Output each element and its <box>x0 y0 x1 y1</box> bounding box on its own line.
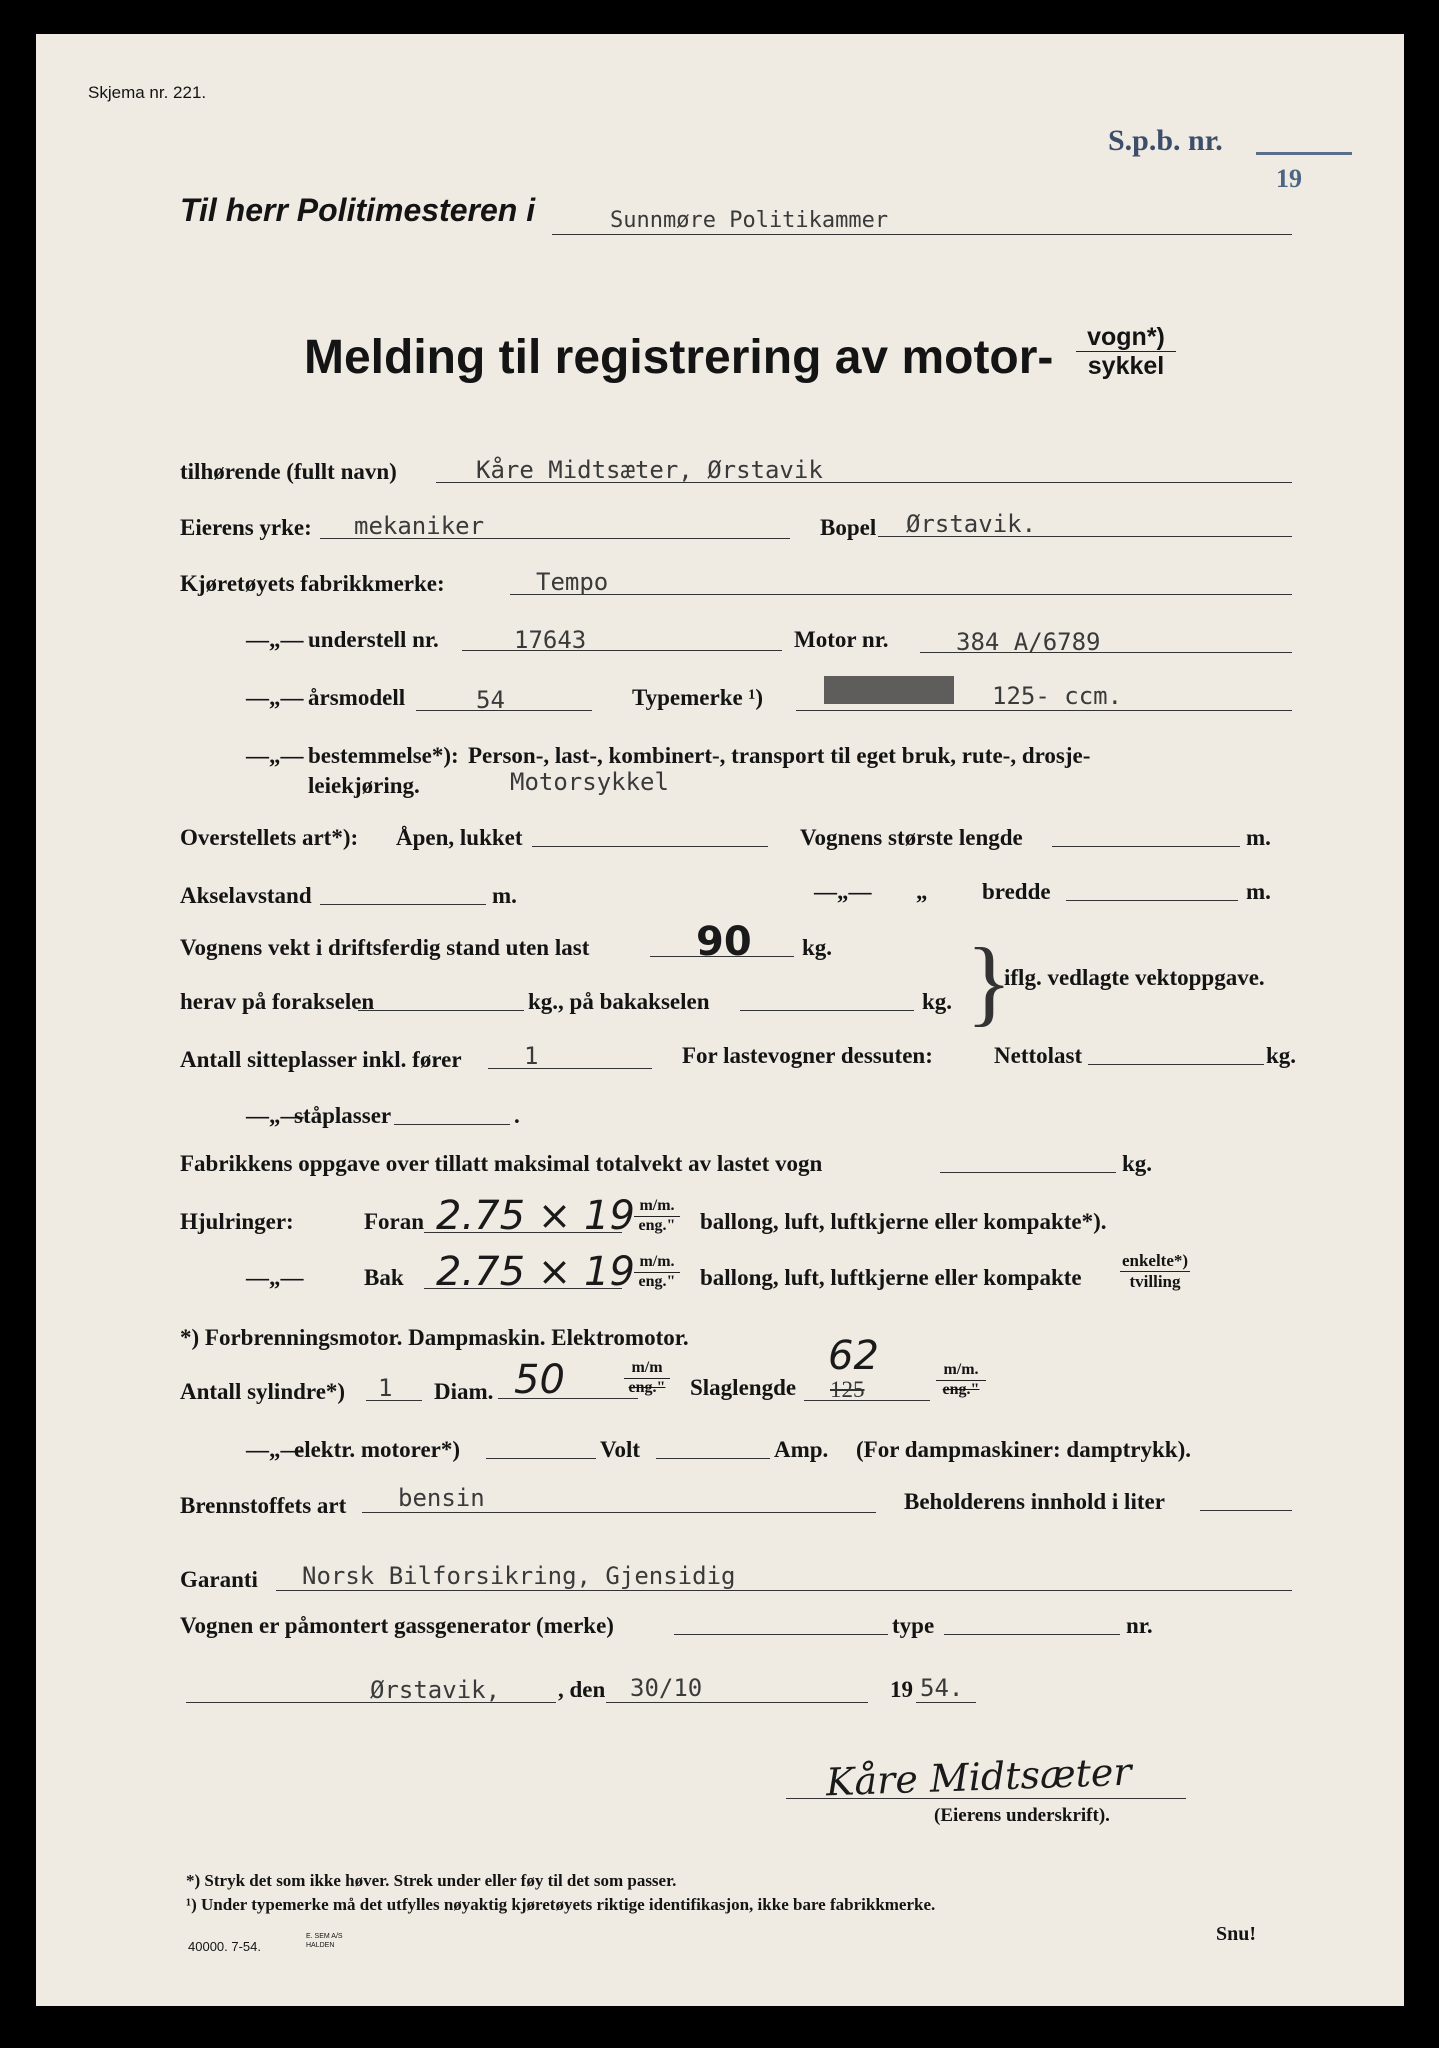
rear-axle-line <box>740 1010 914 1011</box>
occupation-line <box>320 538 790 539</box>
net-load-label: Nettolast <box>994 1043 1083 1068</box>
owner-signature: Kåre Midtsæter <box>825 1749 1133 1805</box>
fuel-label: Brennstoffets art <box>180 1493 347 1518</box>
electric-note: (For dampmaskiner: damptrykk). <box>856 1437 1192 1462</box>
residence-value: Ørstavik. <box>906 510 1037 538</box>
standing-line <box>394 1124 510 1125</box>
volt-label: Volt <box>600 1437 641 1462</box>
addressee-line <box>552 234 1292 235</box>
wheelbase-unit: m. <box>492 883 517 908</box>
diameter-unit-bottom: eng." <box>628 1378 666 1396</box>
residence-line <box>878 536 1292 537</box>
width-label: bredde <box>982 879 1051 904</box>
seats-value: 1 <box>524 1042 539 1070</box>
tires-front-line <box>424 1232 622 1233</box>
cylinders-line <box>366 1400 422 1401</box>
standing-label: ståplasser <box>294 1103 392 1128</box>
title-fraction-top: vogn*) <box>1076 324 1176 352</box>
gas-generator-line <box>674 1634 888 1635</box>
make-line <box>510 594 1292 595</box>
net-load-unit: kg. <box>1266 1043 1297 1068</box>
weight-label: Vognens vekt i driftsferdig stand uten last <box>180 935 590 960</box>
motor-label: Motor nr. <box>794 627 889 652</box>
stroke-unit <box>936 1362 986 1399</box>
occupation-label: Eierens yrke: <box>180 515 312 540</box>
tires-front-label: Foran <box>364 1209 425 1234</box>
place-line <box>186 1702 556 1703</box>
residence-label: Bopel <box>820 515 877 540</box>
container-label: Beholderens innhold i liter <box>904 1489 1165 1514</box>
width-line <box>1066 900 1238 901</box>
tires-front-unit-top: m/m. <box>634 1198 680 1217</box>
container-line <box>1200 1510 1292 1511</box>
tires-rear-unit-top: m/m. <box>634 1254 680 1273</box>
truck-note: For lastevogner dessuten: <box>682 1043 933 1068</box>
weight-value: 90 <box>696 919 752 965</box>
tires-front-text: ballong, luft, luftkjerne eller kompakte*). <box>700 1209 1107 1234</box>
page-title: Melding til registrering av motor- <box>304 331 1054 384</box>
motor-value: 384 A/6789 <box>956 628 1101 656</box>
tires-rear-value: 2.75 × 19 <box>436 1249 635 1295</box>
stroke-value: 62 <box>828 1333 879 1379</box>
chassis-value: 17643 <box>514 626 587 654</box>
insurance-value: Norsk Bilforsikring, Gjensidig <box>302 1562 736 1590</box>
tires-label: Hjulringer: <box>180 1209 294 1234</box>
seats-label: Antall sitteplasser inkl. fører <box>180 1047 462 1072</box>
tires-rear-text: ballong, luft, luftkjerne eller kompakte <box>700 1265 1082 1290</box>
type-mark-value: 125- ccm. <box>992 682 1123 710</box>
max-length-label: Vognens største lengde <box>800 825 1023 850</box>
width-quote: „ <box>916 879 928 904</box>
stroke-line <box>804 1400 930 1401</box>
max-length-unit: m. <box>1246 825 1271 850</box>
purpose-text-2: leiekjøring. <box>308 773 420 798</box>
diameter-label: Diam. <box>434 1379 494 1404</box>
tires-rear-label: Bak <box>364 1265 404 1290</box>
body-type-label: Overstellets art*): <box>180 825 359 850</box>
purpose-label: bestemmelse*): <box>308 743 459 768</box>
max-length-line <box>1052 846 1240 847</box>
amp-line <box>656 1458 770 1459</box>
year-prefix: 19 <box>890 1677 913 1702</box>
stroke-label: Slaglengde <box>690 1375 797 1400</box>
body-type-text: Åpen, lukket <box>396 825 523 850</box>
addressee-value: Sunnmøre Politikammer <box>610 208 889 233</box>
gas-type-label: type <box>892 1613 935 1638</box>
gas-type-line <box>944 1634 1120 1635</box>
cylinders-label: Antall sylindre*) <box>180 1379 346 1404</box>
date-value: 30/10 <box>630 1674 703 1702</box>
chassis-line <box>462 650 782 651</box>
model-year-label: årsmodell <box>308 685 406 710</box>
owner-label: tilhørende (fullt navn) <box>180 459 397 484</box>
title-fraction-bottom: sykkel <box>1087 352 1165 381</box>
diameter-line <box>498 1398 638 1399</box>
diameter-value: 50 <box>514 1357 565 1403</box>
ditto-width: —„— <box>814 879 872 904</box>
tires-rear-fraction <box>1120 1252 1190 1291</box>
electric-label: elektr. motorer*) <box>294 1437 461 1462</box>
wheelbase-label: Akselavstand <box>180 883 312 908</box>
weight-note: iflg. vedlagte vektoppgave. <box>1004 965 1265 990</box>
ditto-standing: —„— <box>246 1103 304 1128</box>
tires-rear-unit-bottom: eng." <box>638 1272 676 1290</box>
signature-line <box>786 1798 1186 1799</box>
gas-nr-label: nr. <box>1126 1613 1153 1638</box>
spb-label: S.p.b. nr. <box>1108 124 1223 157</box>
fuel-value: bensin <box>398 1484 485 1512</box>
max-weight-label: Fabrikkens oppgave over tillatt maksimal totalvekt av lastet vogn <box>180 1151 823 1176</box>
place-value: Ørstavik, <box>370 1676 501 1704</box>
rear-axle-unit: kg. <box>922 989 953 1014</box>
printer-imprint: E. SEM A/S HALDEN <box>306 1933 343 1950</box>
tires-front-value: 2.75 × 19 <box>436 1193 635 1239</box>
insurance-line <box>276 1590 1292 1591</box>
volt-line <box>486 1458 596 1459</box>
diameter-unit <box>624 1360 670 1397</box>
wheelbase-line <box>320 904 486 905</box>
amp-label: Amp. <box>774 1437 829 1462</box>
ditto-electric: —„— <box>246 1437 304 1462</box>
seats-line <box>488 1068 652 1069</box>
signature-label: (Eierens underskrift). <box>934 1805 1110 1826</box>
standing-dot: . <box>514 1103 520 1128</box>
spb-number: 19 <box>1276 164 1302 193</box>
title-fraction <box>1076 324 1176 380</box>
addressee-label: Til herr Politimesteren i <box>180 192 536 228</box>
owner-value: Kåre Midtsæter, Ørstavik <box>476 456 823 484</box>
tires-rear-unit <box>634 1254 680 1291</box>
type-mark-label: Typemerke ¹) <box>632 685 764 710</box>
model-year-line <box>416 710 592 711</box>
ditto-purpose: —„— <box>246 743 304 768</box>
max-weight-line <box>940 1172 1116 1173</box>
owner-line <box>436 482 1292 483</box>
form-number: Skjema nr. 221. <box>88 83 207 102</box>
ditto-year: —„— <box>246 685 304 710</box>
body-type-line <box>532 846 768 847</box>
occupation-value: mekaniker <box>354 512 485 540</box>
insurance-label: Garanti <box>180 1567 258 1592</box>
purpose-value: Motorsykkel <box>510 768 669 796</box>
engine-types: *) Forbrenningsmotor. Dampmaskin. Elektromotor. <box>180 1325 689 1350</box>
print-number: 40000. 7-54. <box>188 1939 262 1954</box>
year-value: 54. <box>920 1674 964 1702</box>
front-axle-unit: kg., på bakakselen <box>528 989 710 1014</box>
struck-out-type-text <box>824 676 954 704</box>
stroke-unit-bottom: eng." <box>942 1380 980 1398</box>
spb-rule <box>1256 152 1352 155</box>
tires-front-unit <box>634 1198 680 1235</box>
footnote-1: *) Stryk det som ikke høver. Strek under eller føy til det som passer. <box>186 1871 677 1890</box>
max-weight-unit: kg. <box>1122 1151 1153 1176</box>
tires-rear-line <box>424 1288 622 1289</box>
motor-line <box>920 652 1292 653</box>
width-unit: m. <box>1246 879 1271 904</box>
type-mark-line <box>796 710 1292 711</box>
ditto-chassis: —„— <box>246 627 304 652</box>
turn-over: Snu! <box>1216 1923 1257 1945</box>
tires-rear-fraction-top: enkelte*) <box>1121 1251 1189 1270</box>
model-year-value: 54 <box>476 686 505 714</box>
weight-unit: kg. <box>802 935 833 960</box>
brace: } <box>966 928 1013 1035</box>
stroke-struck-value: 125 <box>830 1377 865 1402</box>
stroke-unit-top: m/m. <box>936 1362 986 1381</box>
front-axle-line <box>358 1010 524 1011</box>
make-label: Kjøretøyets fabrikkmerke: <box>180 571 445 596</box>
ditto-tires: —„— <box>246 1265 304 1290</box>
date-den-label: , den <box>558 1677 606 1702</box>
date-line <box>606 1702 868 1703</box>
tires-front-unit-bottom: eng." <box>638 1216 676 1234</box>
weight-line <box>650 956 794 957</box>
net-load-line <box>1088 1064 1264 1065</box>
footnote-2: ¹) Under typemerke må det utfylles nøyaktig kjøretøyets riktige identifikasjon, ikke bare fabrikkmerke. <box>186 1895 936 1914</box>
gas-generator-label: Vognen er påmontert gassgenerator (merke) <box>180 1613 614 1638</box>
tires-rear-fraction-bottom: tvilling <box>1129 1271 1181 1291</box>
make-value: Tempo <box>536 568 609 596</box>
fuel-line <box>362 1512 876 1513</box>
cylinders-value: 1 <box>378 1374 393 1402</box>
diameter-unit-top: m/m <box>624 1360 670 1379</box>
year-line <box>916 1702 976 1703</box>
front-axle-label: herav på forakselen <box>180 989 375 1014</box>
purpose-text: Person-, last-, kombinert-, transport til eget bruk, rute-, drosje- <box>468 743 1091 768</box>
chassis-label: understell nr. <box>308 627 439 652</box>
registration-form-page <box>36 34 1404 2006</box>
